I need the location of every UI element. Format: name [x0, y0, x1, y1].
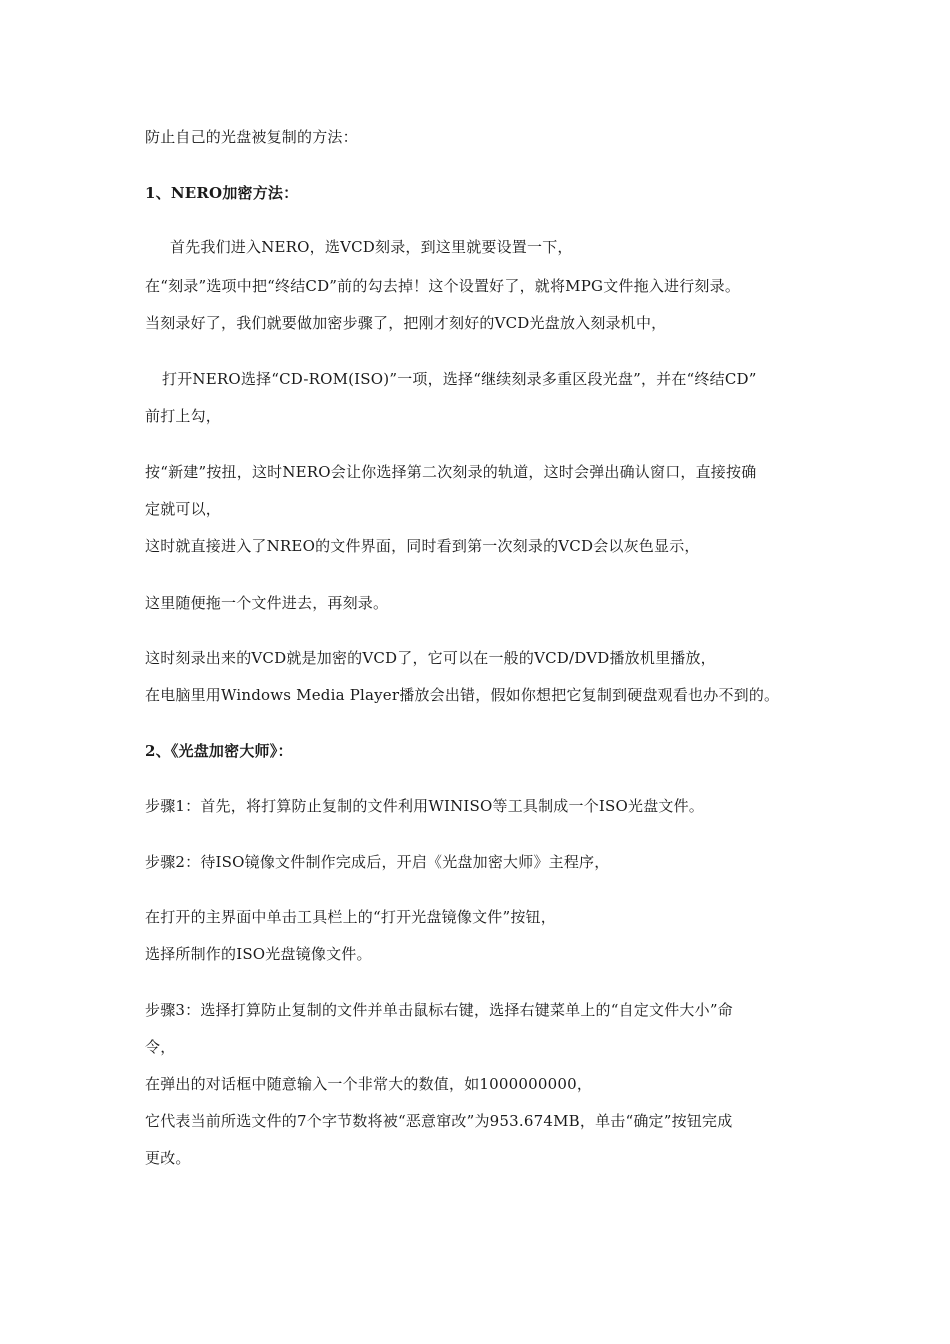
paragraph: 在电脑里用Windows Media Player播放会出错，假如你想把它复制到硬盘观看也办不到的。 [145, 686, 780, 704]
paragraph: 在弹出的对话框中随意输入一个非常大的数值，如1000000000， [145, 1075, 593, 1093]
section-heading-master: 2、《光盘加密大师》： [145, 742, 293, 760]
paragraph: 按“新建”按扭，这时NERO会让你选择第二次刻录的轨道，这时会弹出确认窗口，直接按确 [145, 463, 757, 481]
document-title: 防止自己的光盘被复制的方法： [145, 128, 358, 146]
paragraph: 当刻录好了，我们就要做加密步骤了，把刚才刻好的VCD光盘放入刻录机中， [145, 314, 667, 332]
paragraph: 这里随便拖一个文件进去，再刻录。 [145, 594, 389, 612]
step-paragraph: 步骤2：待ISO镜像文件制作完成后，开启《光盘加密大师》主程序， [145, 853, 610, 871]
paragraph: 在打开的主界面中单击工具栏上的“打开光盘镜像文件”按钮， [145, 908, 556, 926]
paragraph: 更改。 [145, 1149, 191, 1167]
paragraph: 打开NERO选择“CD-ROM(ISO)”一项，选择“继续刻录多重区段光盘”，并在“终结CD” [162, 370, 757, 388]
paragraph: 它代表当前所选文件的7个字节数将被“恶意窜改”为953.674MB，单击“确定”按钮完成 [145, 1112, 733, 1130]
step-paragraph: 步骤3：选择打算防止复制的文件并单击鼠标右键，选择右键菜单上的“自定文件大小”命 [145, 1001, 733, 1019]
paragraph: 选择所制作的ISO光盘镜像文件。 [145, 945, 372, 963]
paragraph: 首先我们进入NERO，选VCD刻录，到这里就要设置一下， [170, 238, 573, 256]
paragraph: 定就可以， [145, 500, 222, 518]
paragraph: 这时就直接进入了NREO的文件界面，同时看到第一次刻录的VCD会以灰色显示， [145, 537, 700, 555]
paragraph: 这时刻录出来的VCD就是加密的VCD了，它可以在一般的VCD/DVD播放机里播放， [145, 649, 716, 667]
paragraph: 令， [145, 1038, 176, 1056]
step-paragraph: 步骤1：首先，将打算防止复制的文件利用WINISO等工具制成一个ISO光盘文件。 [145, 797, 705, 815]
paragraph: 在“刻录”选项中把“终结CD”前的勾去掉！这个设置好了，就将MPG文件拖入进行刻录。 [145, 277, 741, 295]
paragraph: 前打上勾， [145, 407, 222, 425]
section-heading-nero: 1、NERO加密方法： [145, 184, 299, 202]
